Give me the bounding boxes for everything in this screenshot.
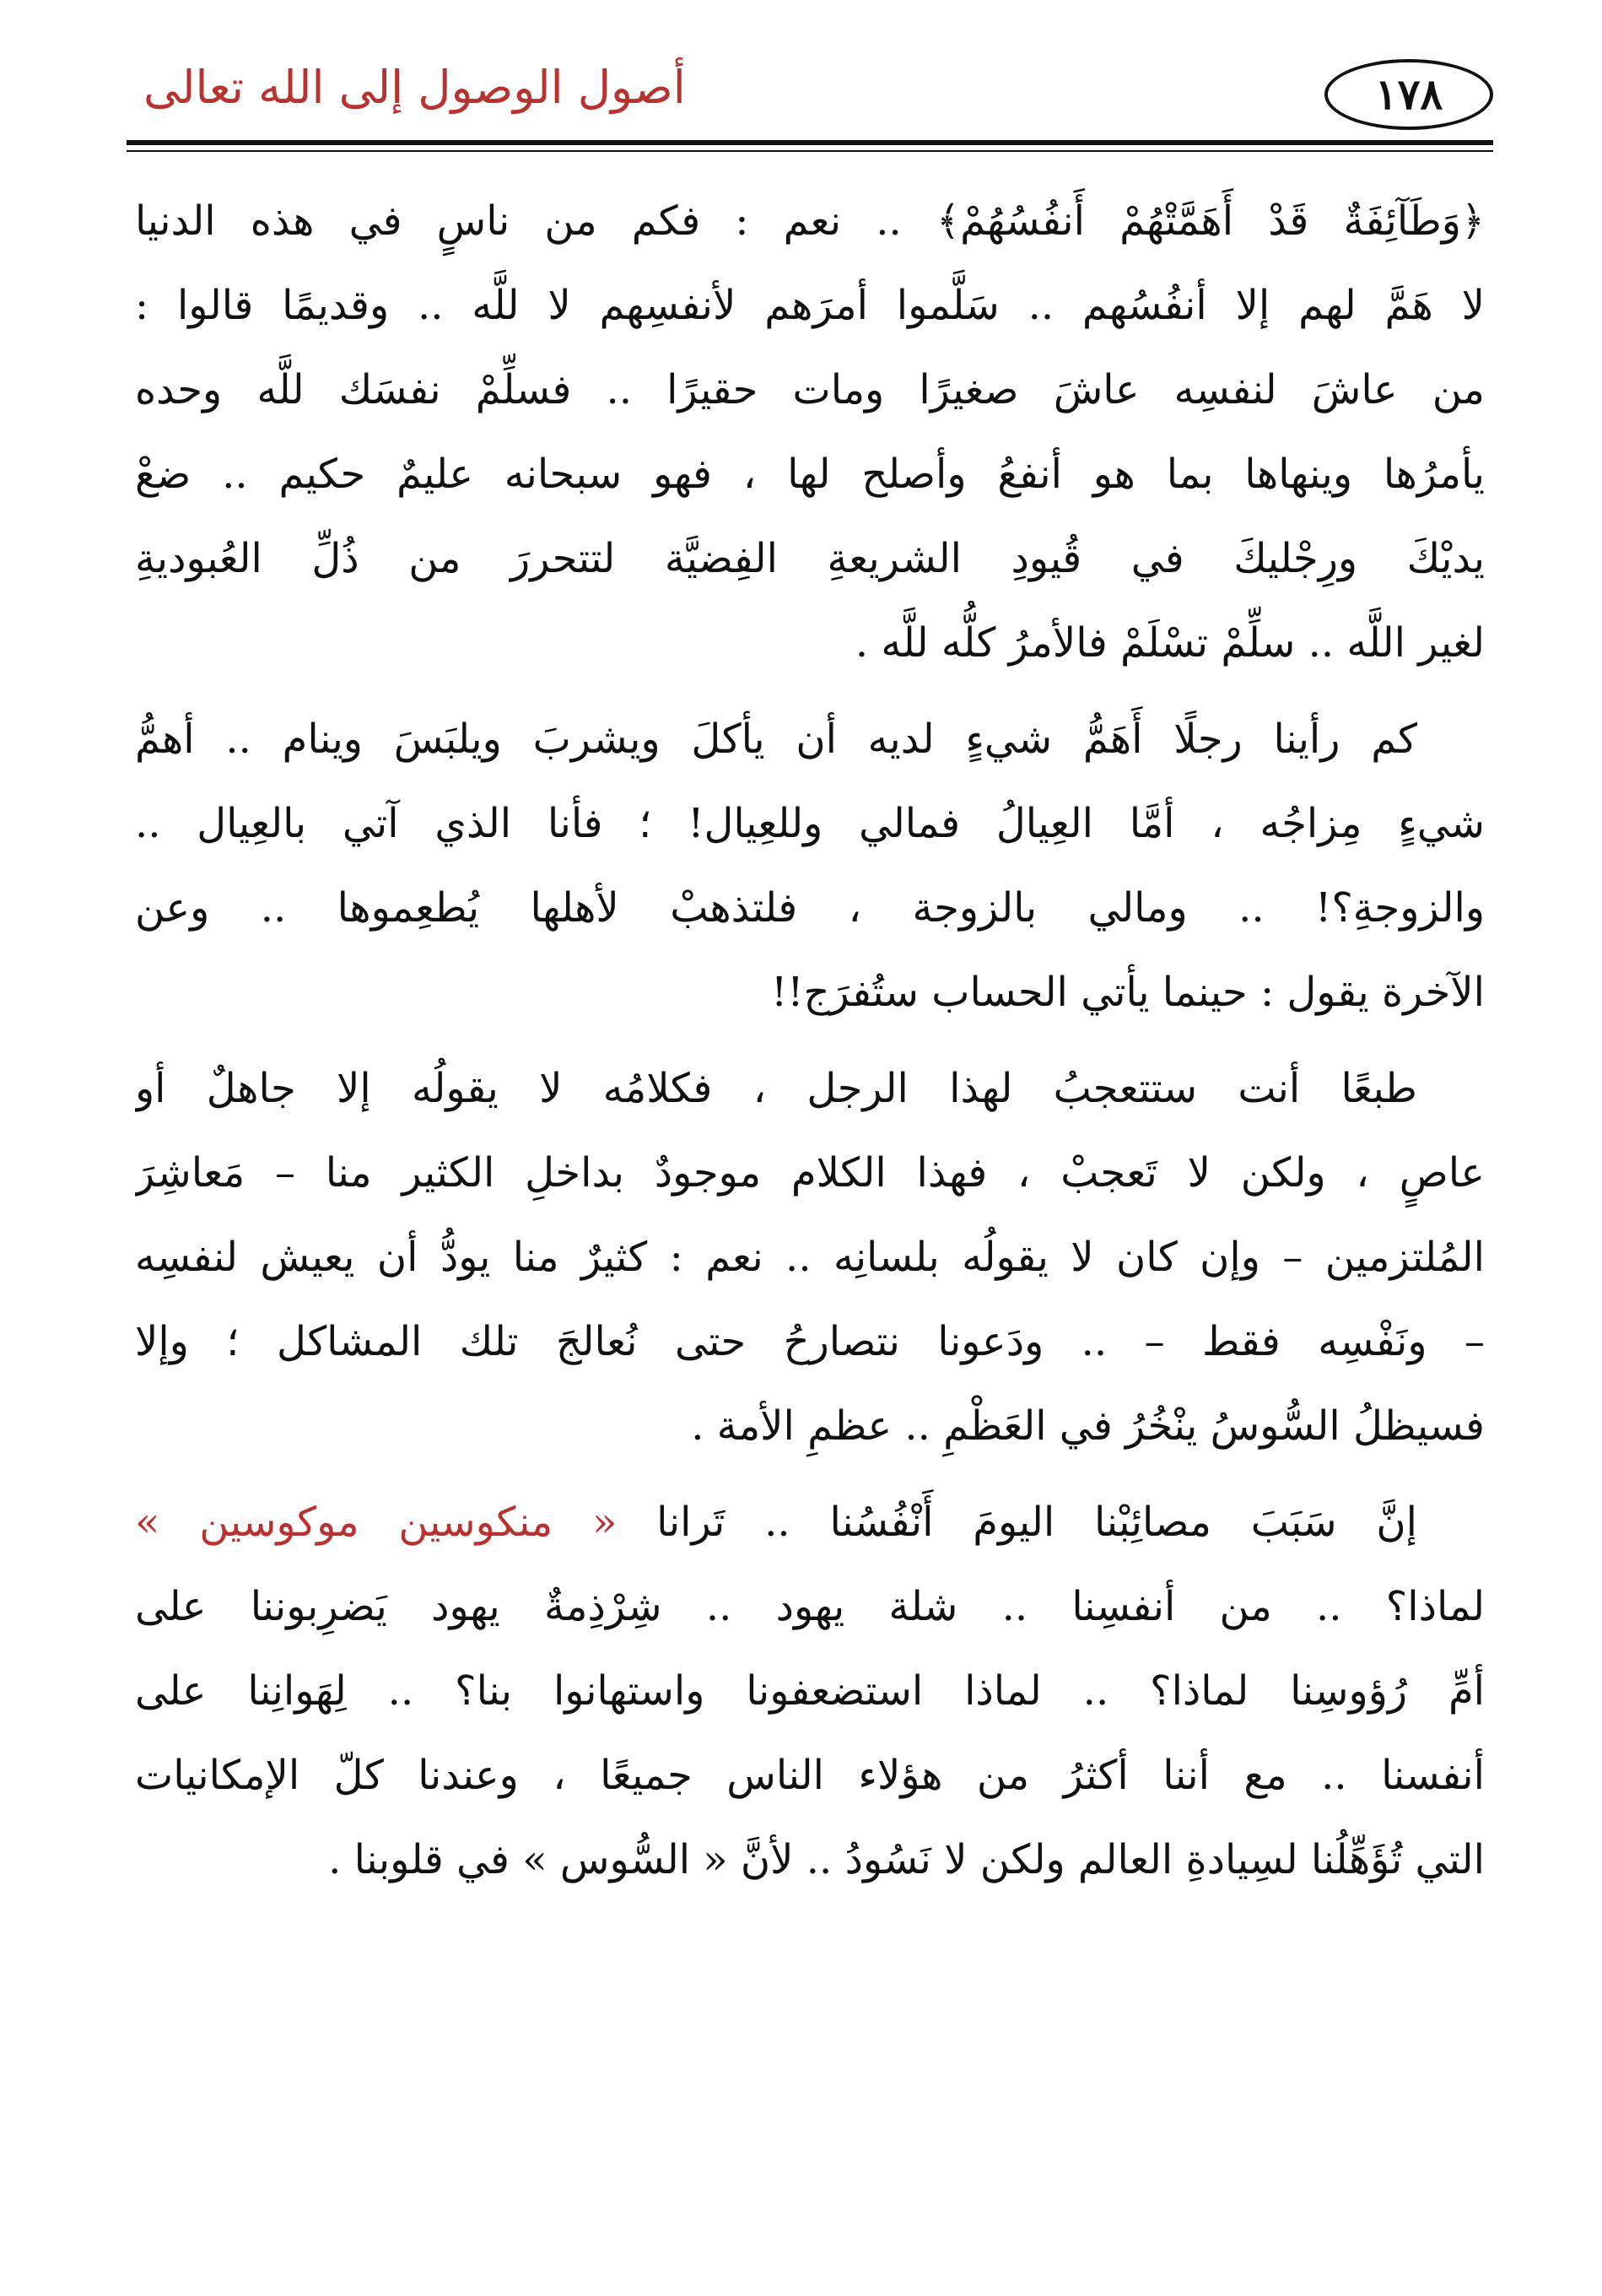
text-line: فسيظلُ السُّوسُ ينْخُرُ في العَظْمِ .. عظمِ الأمة . — [691, 1402, 1485, 1450]
header-rule-thick — [127, 140, 1493, 145]
page-number-badge: ١٧٨ — [1324, 59, 1493, 130]
paragraph-3 — [135, 1046, 1485, 1468]
body-text — [135, 179, 1485, 1914]
text-line: لماذا؟ .. من أنفسِنا .. شلة يهود .. شِرْذِمةٌ يهود يَضرِبوننا على — [135, 1583, 1485, 1630]
text-line: من عاشَ لنفسِه عاشَ صغيرًا ومات حقيرًا .. فسلِّمْ نفسَك للَّه وحده — [135, 366, 1485, 413]
text-line: والزوجةِ؟! .. ومالي بالزوجة ، فلتذهبْ لأهلها يُطعِموها .. وعن — [135, 884, 1485, 932]
text-line: أنفسنا .. مع أننا أكثرُ من هؤلاء الناس جميعًا ، وعندنا كلّ الإمكانيات — [135, 1752, 1485, 1799]
text-line: لا هَمَّ لهم إلا أنفُسُهم .. سَلَّموا أمرَهم لأنفسِهم لا للَّه .. وقديمًا قالوا : — [135, 282, 1485, 329]
highlighted-phrase: « منكوسين موكوسين » — [135, 1499, 618, 1546]
text-line: أمِّ رُؤوسِنا لماذا؟ .. لماذا استضعفونا واستهانوا بنا؟ .. لِهَوانِنا على — [135, 1667, 1485, 1715]
text-line: الآخرة يقول : حينما يأتي الحساب ستُفرَج!! — [770, 969, 1485, 1016]
text-line: لغير اللَّه .. سلِّمْ تسْلَمْ فالأمرُ كلُّه للَّه . — [855, 619, 1485, 667]
paragraph-4 — [135, 1480, 1485, 1902]
paragraph-1 — [135, 179, 1485, 685]
text-line-first — [135, 1480, 1485, 1564]
text-line: كم رأينا رجلًا أَهَمُّ شيءٍ لديه أن يأكلَ ويشربَ ويلبَسَ وينام .. أهمُّ — [135, 716, 1417, 763]
text-line: ﴿وَطَآئِفَةٌ قَدْ أَهَمَّتْهُمْ أَنفُسُهُمْ﴾ .. نعم : فكم من ناسٍ في هذه الدنيا — [135, 197, 1485, 245]
text-line: يأمرُها وينهاها بما هو أنفعُ وأصلح لها ، فهو سبحانه عليمٌ حكيم .. ضعْ — [135, 451, 1485, 498]
text-line: يديْكَ ورِجْليكَ في قُيودِ الشريعةِ الفِضيَّة لتتحررَ من ذُلِّ العُبوديةِ — [135, 535, 1485, 582]
text-segment: إنَّ سَبَبَ مصائِبْنا اليومَ أَنْفُسُنا .. تَرانا — [617, 1499, 1418, 1546]
running-title: أصول الوصول إلى الله تعالى — [143, 61, 686, 114]
text-line: – ونَفْسِه فقط – .. ودَعونا نتصارحُ حتى نُعالجَ تلك المشاكل ؛ وإلا — [135, 1318, 1485, 1365]
text-line: عاصٍ ، ولكن لا تَعجبْ ، فهذا الكلام موجودٌ بداخلِ الكثير منا – مَعاشِرَ — [135, 1149, 1485, 1197]
text-line: طبعًا أنت ستتعجبُ لهذا الرجل ، فكلامُه لا يقولُه إلا جاهلٌ أو — [135, 1065, 1418, 1112]
text-line: شيءٍ مِزاجُه ، أمَّا العِيالُ فمالي وللعِيال! ؛ فأنا الذي آتي بالعِيال .. — [135, 800, 1485, 847]
text-line: التي تُؤَهِّلُنا لسِيادةِ العالم ولكن لا نَسُودُ .. لأنَّ « السُّوس » في قلوبنا . — [328, 1836, 1485, 1883]
text-line: المُلتزمين – وإن كان لا يقولُه بلسانِه .. نعم : كثيرٌ منا يودُّ أن يعيش لنفسِه — [135, 1234, 1485, 1281]
header-rule-thin — [127, 150, 1493, 152]
paragraph-2 — [135, 697, 1485, 1035]
running-header — [127, 52, 1493, 137]
